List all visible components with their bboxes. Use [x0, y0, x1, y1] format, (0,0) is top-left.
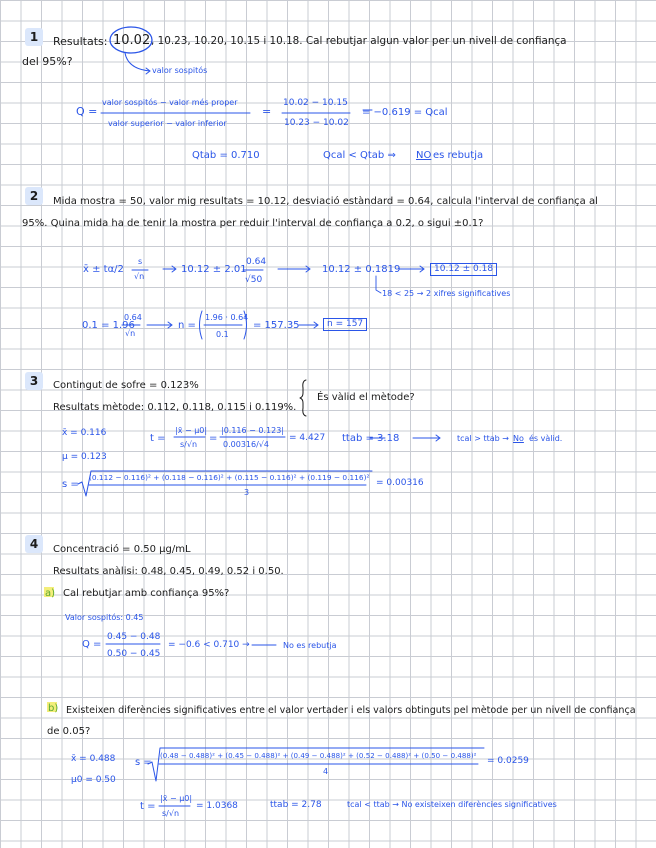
p3-sqrt	[78, 471, 372, 496]
p4-b-t-denominator: s/√n	[162, 809, 180, 818]
p4-b-s-denominator: 4	[323, 767, 329, 776]
p4-b-label: b)	[48, 703, 59, 714]
problem-number-3: 3	[25, 372, 43, 390]
p1-circle	[110, 27, 152, 53]
p4-a-result: = −0.6 < 0.710 →	[168, 640, 250, 650]
p3-statement-line2: Resultats mètode: 0.112, 0.118, 0.115 i 0.119%.	[53, 402, 297, 413]
p1-q-numerator: valor sospitós − valor més proper	[102, 98, 238, 107]
p1-q-denominator: valor superior − valor inferior	[108, 119, 227, 128]
p3-s-lhs: s =	[62, 479, 79, 490]
p1-statement-line2: del 95%?	[22, 55, 73, 68]
p2-formula-den: √n	[134, 272, 145, 281]
p4-b-s-lhs: s =	[135, 757, 152, 768]
p3-t-den: s/√n	[180, 440, 198, 449]
p3-t-lhs: t =	[150, 433, 166, 444]
p3-conclusion-no: No	[513, 434, 524, 443]
problem-number-2: 2	[25, 187, 43, 205]
p4-b-mu: μ0 = 0.50	[71, 775, 116, 785]
p1-arrow-note: valor sospitós	[152, 66, 208, 75]
p3-t-den2: 0.00316/√4	[223, 440, 269, 449]
p4-a-suspect: Valor sospitós: 0.45	[65, 613, 144, 622]
p1-frac-denominator: 10.23 − 10.02	[284, 118, 349, 128]
p3-t-num2: |0.116 − 0.123|	[221, 426, 284, 435]
p3-brace	[300, 380, 306, 416]
p3-conclusion-prefix: tcal > ttab →	[457, 434, 509, 443]
p4-b-ttab: ttab = 2.78	[270, 800, 322, 810]
p3-t-eq: =	[209, 433, 218, 444]
problem-number-4: 4	[25, 535, 43, 553]
p1-result: = −0.619 = Qcal	[362, 107, 448, 118]
p2-line-b-res: = 157.35	[253, 320, 300, 331]
p1-statement: , 10.23, 10.20, 10.15 i 10.18. Cal rebutjar algun valor per un nivell de confiança	[151, 35, 567, 47]
p2-formula-num: s	[138, 257, 143, 266]
p3-mu: μ = 0.123	[62, 452, 107, 462]
p1-q-label: Q =	[76, 105, 98, 118]
p4-statement-line2: Resultats anàlisi: 0.48, 0.45, 0.49, 0.52 i 0.50.	[53, 566, 284, 577]
p2-step1-den: √50	[245, 275, 263, 285]
p4-b-conclusion: tcal < ttab → No existeixen diferències significatives	[347, 800, 557, 809]
p3-ttab: ttab = 3.18	[342, 433, 400, 444]
p2-line-b-den: √n	[125, 329, 136, 338]
p4-a-q: Q =	[82, 639, 102, 650]
p4-a-label: a)	[45, 588, 56, 599]
p2-line-b-lhs: 0.1 = 1.96	[82, 320, 135, 331]
p3-s-denominator: 3	[244, 488, 250, 497]
p4-b-t-result: = 1.0368	[196, 801, 238, 811]
p1-conclusion-rest: es rebutja	[433, 150, 484, 161]
p4-b-t-numerator: |x̄ − μ0|	[160, 794, 193, 803]
p3-statement-line1: Contingut de sofre = 0.123%	[53, 380, 199, 391]
p3-t-num: |x̄ − μ0|	[175, 426, 208, 435]
p4-b-s-result: = 0.0259	[487, 756, 529, 766]
p2-paren-num: 1.96 · 0.64	[205, 313, 249, 322]
p1-equals: =	[262, 105, 272, 118]
p2-formula-lhs: x̄ ± tα/2	[83, 264, 124, 275]
p2-step1: 10.12 ± 2.01	[181, 264, 247, 275]
p1-results-label: Resultats:	[53, 35, 108, 48]
p1-conclusion-prefix: Qcal < Qtab ⇒	[323, 150, 396, 161]
p4-b-statement-line1: Existeixen diferències significatives entre el valor vertader i els valors obtinguts pel mètode per un nivell de confiança	[66, 705, 636, 716]
p1-frac-numerator: 10.02 − 10.15	[283, 98, 348, 108]
p2-statement-line2: 95%. Quina mida ha de tenir la mostra per reduir l'interval de confiança a 0.2, o sigui ±0.1?	[22, 218, 484, 229]
p4-statement-line1: Concentració = 0.50 μg/mL	[53, 544, 191, 555]
p2-boxed-n: n = 157	[323, 318, 367, 331]
p4-a-question: Cal rebutjar amb confiança 95%?	[63, 588, 230, 599]
p2-note: 18 < 25 → 2 xifres significatives	[382, 289, 511, 298]
p2-paren-den: 0.1	[216, 330, 229, 339]
p1-circled-value: 10.02	[113, 33, 151, 48]
p1-conclusion-no: NO	[416, 150, 432, 161]
p1-qtab: Qtab = 0.710	[192, 150, 260, 161]
p4-b-t-lhs: t =	[140, 801, 156, 812]
p3-conclusion-rest: és vàlid.	[529, 434, 563, 443]
p2-line-b-num: 0.64	[124, 313, 142, 322]
problem-number-1: 1	[25, 28, 43, 46]
p2-step2: 10.12 ± 0.1819	[322, 264, 401, 275]
p4-a-numerator: 0.45 − 0.48	[107, 632, 161, 642]
p4-a-denominator: 0.50 − 0.45	[107, 649, 161, 659]
p3-t-result: = 4.427	[289, 433, 326, 443]
p2-statement-line1: Mida mostra = 50, valor mig resultats = 10.12, desviació estàndard = 0.64, calcula l'interval de confiança al	[53, 196, 598, 207]
p3-xbar: x̄ = 0.116	[62, 428, 107, 438]
p2-step1-num: 0.64	[246, 257, 267, 267]
p4-a-conclusion: No es rebutja	[283, 641, 337, 650]
p2-boxed-result: 10.12 ± 0.18	[430, 263, 497, 276]
p3-question: És vàlid el mètode?	[317, 392, 415, 403]
p3-s-numerator: (0.112 − 0.116)² + (0.118 − 0.116)² + (0.115 − 0.116)² + (0.119 − 0.116)²	[89, 473, 370, 482]
p4-b-xbar: x̄ = 0.488	[71, 754, 116, 764]
p2-line-b-mid: n =	[178, 320, 196, 331]
p4-b-s-numerator: (0.48 − 0.488)² + (0.45 − 0.488)² + (0.49 − 0.488)² + (0.52 − 0.488)² + (0.50 − 0.488)²	[160, 751, 477, 760]
p4-b-statement-line2: de 0.05?	[47, 726, 91, 737]
p3-s-result: = 0.00316	[376, 478, 424, 488]
